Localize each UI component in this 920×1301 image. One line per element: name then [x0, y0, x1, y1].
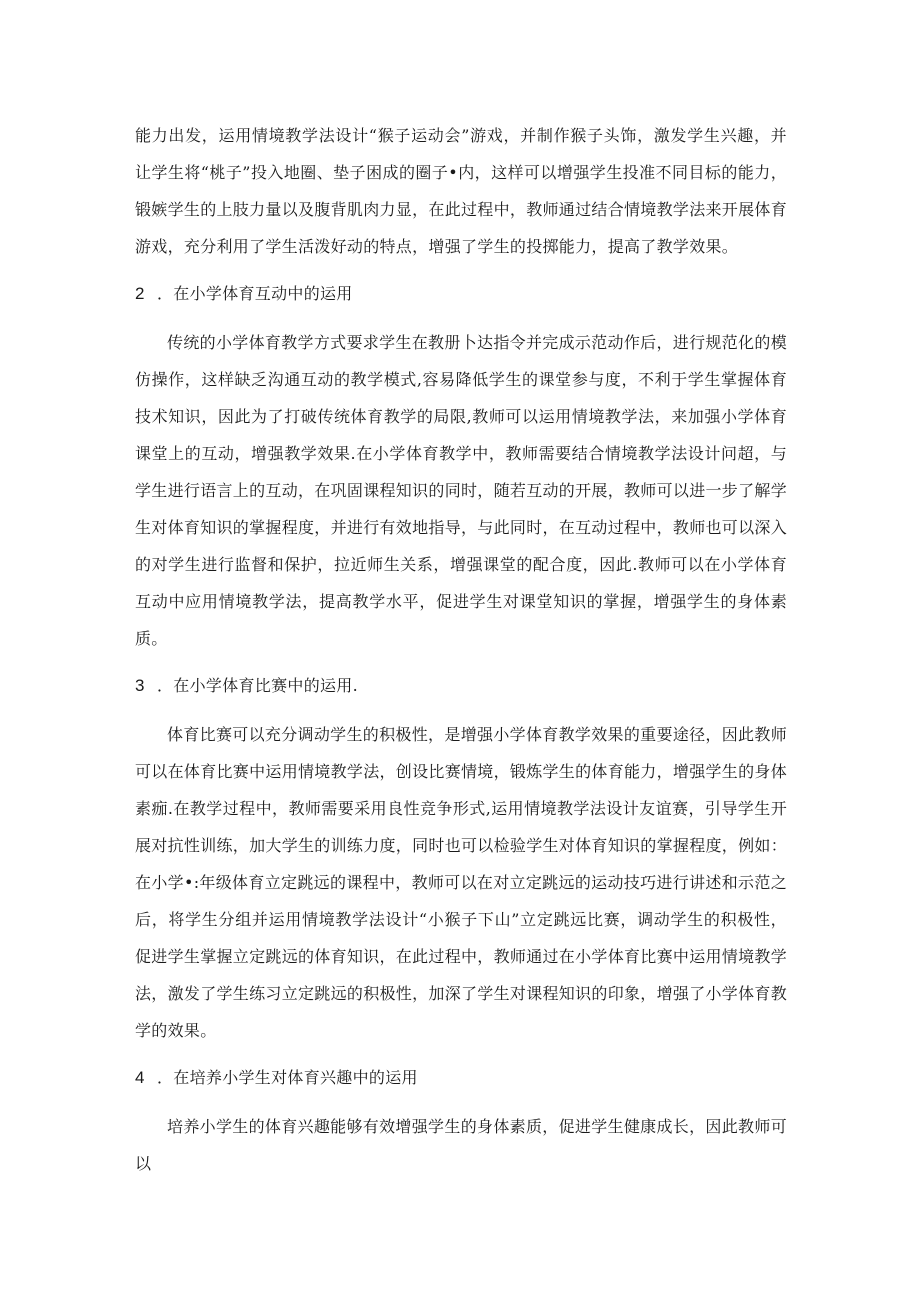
paragraph-1: 能力出发，运用情境教学法设计“猴子运动会”游戏，并制作猴子头饰，激发学生兴趣，并让学生将“桃子”投入地圈、垫子困成的圈子•内，这样可以增强学生投准不同目标的能力，锻嫉学生的上肢力量以及腹背肌肉力显，在此过程中，教师通过结合情境教学法来开展体育游戏，充分利用了学生活泼好动的特点，增强了学生的投掷能力，提高了教学效果。 — [135, 126, 788, 256]
paragraph-3: 体育比赛可以充分调动学生的积极性，是增强小学体育教学效果的重要途径，因此教师可以在体育比赛中运用情境教学法，创设比赛情境，锻炼学生的体育能力，增强学生的身体素痂.在教学过程中，教师需要采用良性竞争形式,运用情境教学法设计友谊赛，引导学生开展对抗性训练，加大学生的训练力度，同时也可以检验学生对体育知识的掌握程度，例如：在小学•:年级体育立定跳远的课程中，教师可以在对立定跳远的运动技巧进行讲述和示范之后，将学生分组并运用情境教学法设计“小猴子下山”立定跳远比赛，调动学生的积极性，促进学生掌握立定跳远的体育知识，在此过程中，教师通过在小学体育比赛中运用情境教学法，激发了学生练习立定跳远的积极性，加深了学生对课程知识的印象，增强了小学体育教学的效果。 — [135, 725, 788, 1040]
section-title-4: ．在培养小学生对体育兴趣中的运用 — [157, 1068, 418, 1087]
section-number-2: 2 — [135, 284, 145, 303]
section-heading-4 — [135, 1059, 787, 1096]
section-title-3: ．在小学体育比赛中的运用. — [157, 676, 358, 695]
section-heading-2 — [135, 275, 787, 312]
paragraph-4: 培养小学生的体育兴趣能够有效增强学生的身体素质，促进学生健康成长，因此教师可以 — [135, 1117, 787, 1173]
document-body — [135, 117, 787, 1182]
section-title-2: ．在小学体育互动中的运用 — [157, 284, 353, 303]
section-heading-3 — [135, 667, 787, 704]
section-number-4: 4 — [135, 1068, 145, 1087]
section-number-3: 3 — [135, 676, 145, 695]
paragraph-2: 传统的小学体育教学方式要求学生在教册卜达指令并完成示范动作后，进行规范化的模仿操作，这样缺乏沟通互动的教学模式,容易降低学生的课堂参与度，不利于学生掌握体育技术知识，因此为了打破传统体育教学的局限,教师可以运用情境教学法，来加强小学体育课堂上的互动，增强教学效果.在小学体育教学中，教师需要结合情境教学法设计问超，与学生进行语言上的互动，在巩固课程知识的同时，随若互动的开展，教师可以进一步了解学生对体育知识的掌握程度，并进行有效地指导，与此同时，在互动过程中，教师也可以深入的对学生进行监督和保护，拉近师生关系，增强课堂的配合度，因此.教师可以在小学体育互动中应用情境教学法，提高教学水平，促进学生对课堂知识的掌握，增强学生的身体素质。 — [135, 333, 788, 648]
